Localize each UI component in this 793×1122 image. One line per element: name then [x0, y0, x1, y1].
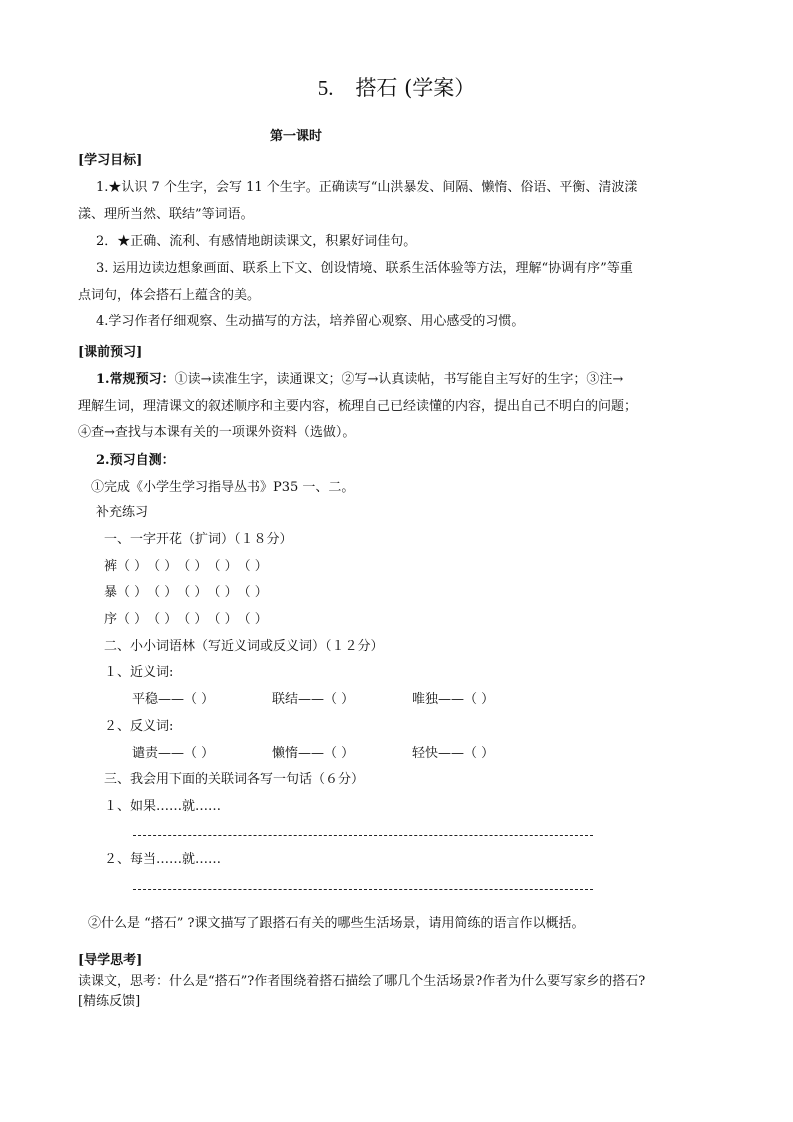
conjunction-2: ２、每当……就…… [104, 852, 222, 867]
selftest-label: 2.预习自测： [96, 453, 175, 468]
blank-slot[interactable]: （ ） [147, 612, 178, 627]
expand-char: 裤 [104, 559, 118, 574]
blank-slot[interactable]: （ ） [237, 559, 268, 574]
goal-1-line-1: 1.★认识 7 个生字，会写 11 个生字。正确读写“山洪暴发、间隔、懒惰、俗语、平衡、清波漾 [96, 180, 638, 195]
routine-preview-line-1 [96, 371, 623, 389]
expand-word-row-1 [104, 558, 268, 576]
goal-3-line-1: 3. 运用边读边想象画面、联系上下文、创设情境、联系生活体验等方法，理解“协调有序”等重 [96, 261, 633, 276]
blank-slot[interactable]: （ ） [117, 612, 148, 627]
antonym-1[interactable]: 谴责——（ ） [132, 746, 215, 761]
answer-line-1[interactable] [133, 835, 593, 836]
routine-text-1: ①读→读准生字，读通课文；②写→认真读帖，书写能自主写好的生字；③注→ [174, 372, 624, 387]
conjunction-1: １、如果……就…… [104, 799, 222, 814]
synonyms-label: １、近义词: [104, 665, 174, 680]
expand-word-row-2 [104, 584, 268, 602]
blank-slot[interactable]: （ ） [207, 612, 238, 627]
page-title [0, 74, 793, 102]
expand-word-row-3 [104, 611, 268, 629]
antonyms-label: ２、反义词: [104, 719, 174, 734]
goals-heading: [学习目标] [78, 153, 143, 168]
selftest-item-2: ②什么是 “搭石” ?课文描写了跟搭石有关的哪些生活场景，请用简练的语言作以概括。 [88, 916, 585, 931]
blank-slot[interactable]: （ ） [207, 585, 238, 600]
antonym-3[interactable]: 轻快——（ ） [412, 746, 495, 761]
blank-slot[interactable]: （ ） [177, 585, 208, 600]
blank-slot[interactable]: （ ） [207, 559, 238, 574]
expand-char: 序 [104, 612, 118, 627]
expand-char: 暴 [104, 585, 118, 600]
lesson-title: 搭石 (学案） [355, 76, 476, 100]
guide-question: 读课文，思考：什么是“搭石”?作者围绕着搭石描绘了哪几个生活场景?作者为什么要写家乡的搭石? [78, 974, 646, 989]
goal-2: 2．★正确、流利、有感情地朗读课文，积累好词佳句。 [96, 234, 417, 249]
blank-slot[interactable]: （ ） [147, 559, 178, 574]
answer-line-2[interactable] [133, 889, 593, 890]
synonym-3[interactable]: 唯独——（ ） [412, 692, 495, 707]
preview-heading: [课前预习] [78, 345, 143, 360]
goal-4: 4.学习作者仔细观察、生动描写的方法，培养留心观察、用心感受的习惯。 [96, 314, 525, 329]
guide-heading: [导学思考] [78, 953, 143, 968]
blank-slot[interactable]: （ ） [177, 559, 208, 574]
antonym-2[interactable]: 懒惰——（ ） [272, 746, 355, 761]
goal-1-line-2: 漾、理所当然、联结”等词语。 [78, 207, 254, 222]
lesson-number: 5. [317, 76, 334, 100]
feedback-heading: [精练反馈] [78, 994, 141, 1009]
selftest-item-1: ①完成《小学生学习指导丛书》P35 一、二。 [91, 480, 355, 495]
extra-practice-label: 补充练习 [96, 505, 149, 520]
routine-label: 1.常规预习： [96, 372, 175, 387]
part1-heading: 一、一字开花（扩词）（１８分） [104, 532, 293, 547]
synonym-2[interactable]: 联结——（ ） [272, 692, 355, 707]
blank-slot[interactable]: （ ） [147, 585, 178, 600]
blank-slot[interactable]: （ ） [117, 585, 148, 600]
blank-slot[interactable]: （ ） [237, 585, 268, 600]
goal-3-line-2: 点词句，体会搭石上蕴含的美。 [78, 288, 261, 303]
part3-heading: 三、我会用下面的关联词各写一句话（６分） [104, 772, 365, 787]
blank-slot[interactable]: （ ） [237, 612, 268, 627]
part2-heading: 二、小小词语林（写近义词或反义词）（１２分） [104, 639, 384, 654]
routine-preview-line-3: ④查→查找与本课有关的一项课外资料（选做）。 [78, 425, 356, 440]
synonym-1[interactable]: 平稳——（ ） [132, 692, 215, 707]
blank-slot[interactable]: （ ） [177, 612, 208, 627]
routine-preview-line-2: 理解生词，理清课文的叙述顺序和主要内容，梳理自己已经读懂的内容，提出自己不明白的问题； [78, 399, 638, 414]
blank-slot[interactable]: （ ） [117, 559, 148, 574]
lesson-period: 第一课时 [270, 129, 323, 144]
